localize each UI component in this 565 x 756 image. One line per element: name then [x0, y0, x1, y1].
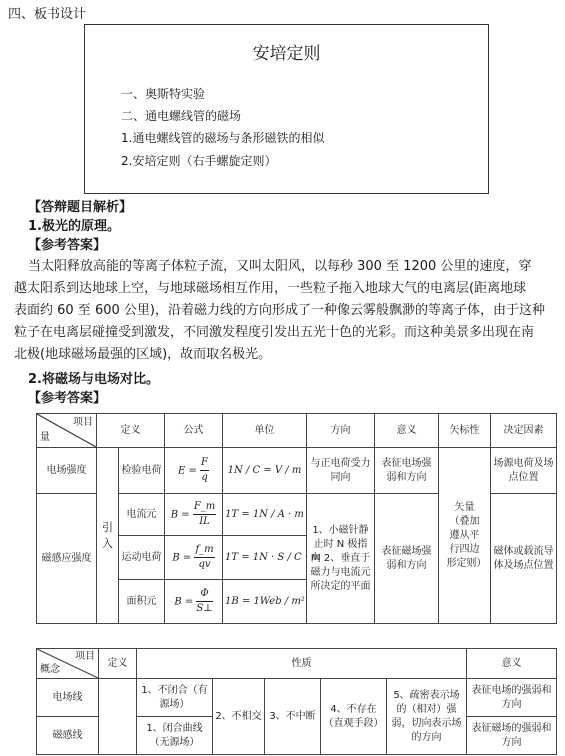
formula-cell: B = $\frac{f\_m}{qv}$: [165, 536, 223, 580]
answer-line: 表面约 60 至 600 公里)，沿着磁力线的方向形成了一种像云雾般飘渺的等离子体，由于这种: [14, 303, 545, 318]
unit-cell: 1B = 1Web / m²: [223, 580, 307, 624]
board-line: 一、奥斯特实验: [121, 87, 206, 101]
property-cell: 1、闭合曲线（无源场）: [137, 717, 213, 755]
board-line: 1.通电螺线管的磁场与条形磁铁的相似: [121, 131, 325, 145]
property-cell: 4、不存在（直观手段）: [321, 679, 387, 755]
formula-cell: B = $\frac{F\_m}{IL}$: [165, 494, 223, 536]
factor-cell: 磁体或载流导体及场点位置: [491, 494, 557, 624]
definition-cell: 运动电荷: [119, 536, 165, 580]
formula-cell: B = $\frac{\Phi}{S\perp}$: [165, 580, 223, 624]
definition-cell: [99, 679, 137, 755]
definition-cell: 面积元: [119, 580, 165, 624]
board-title: 安培定则: [252, 44, 321, 64]
answer-line: 粒子在电离层碰撞受到激发，不同激发程度引发出五光十色的光彩。而这种美景多出现在南: [14, 325, 535, 340]
factor-cell: 场源电荷及场点位置: [491, 448, 557, 494]
row-header-e-field: 电场强度: [37, 448, 97, 494]
question-2-title: 2.将磁场与电场对比。: [28, 372, 159, 387]
question-1-answer: [14, 256, 554, 366]
direction-cell: 与正电荷受力同向: [307, 448, 375, 494]
answer-line: 越太阳系到达地球上空，与地球磁场相互作用，一些粒子拖入地球大气的电离层(距离地球: [14, 281, 527, 296]
comparison-table-lines: [36, 648, 557, 755]
property-cell: 2、不相交: [213, 679, 265, 755]
meaning-cell: 表征电场的强弱和方向: [467, 679, 557, 717]
corner-label: 项目: [73, 417, 93, 428]
question-1-title: 1.极光的原理。: [28, 219, 120, 234]
meaning-cell: 表征电场强弱和方向: [375, 448, 439, 494]
answer-line: 北极(地球磁场最强的区域)，故而取名极光。: [14, 347, 272, 362]
col-header: 决定因素: [491, 414, 557, 448]
property-cell: 5、疏密表示场的（相对）强弱，切向表示场的方向: [387, 679, 467, 755]
direction-cell: 1、小磁针静止时 N 极指向 2、垂直于磁力与电流元所决定的平面: [307, 494, 375, 624]
col-header: 定义: [97, 414, 165, 448]
unit-cell: 1T = 1N / A · m: [223, 494, 307, 536]
row-header-e-lines: 电场线: [37, 679, 99, 717]
reference-answer-label: 【参考答案】: [28, 238, 107, 253]
unit-cell: 1N / C = V / m: [223, 448, 307, 494]
intro-cell: 引入: [97, 448, 119, 624]
definition-cell: 电流元: [119, 494, 165, 536]
table-corner-cell: [37, 414, 97, 448]
blackboard-design-box: [84, 24, 489, 194]
row-header-b-field: 磁感应强度: [37, 494, 97, 624]
answer-line: 当太阳释放高能的等离子体粒子流，又叫太阳风，以每秒 300 至 1200 公里的速度，穿: [28, 259, 532, 274]
vector-cell: 矢量（叠加遵从平行四边形定则）: [439, 448, 491, 624]
table-corner-cell: [37, 649, 99, 679]
meaning-cell: 表征磁场强弱和方向: [375, 494, 439, 624]
reference-answer-label: 【参考答案】: [28, 391, 107, 406]
comparison-table-fields: [36, 413, 557, 624]
section-title: 四、板书设计: [8, 7, 87, 22]
analysis-header: 【答辩题目解析】: [28, 200, 133, 215]
col-header: 意义: [467, 649, 557, 679]
col-header: 定义: [99, 649, 137, 679]
row-header-b-lines: 磁感线: [37, 717, 99, 755]
col-header: 方向: [307, 414, 375, 448]
meaning-cell: 表征磁场的强弱和方向: [467, 717, 557, 755]
board-line: 2.安培定则（右手螺旋定则）: [121, 154, 277, 168]
definition-cell: 检验电荷: [119, 448, 165, 494]
formula-cell: E = $\frac{F}{q}$: [165, 448, 223, 494]
col-header: 意义: [375, 414, 439, 448]
col-header: 矢标性: [439, 414, 491, 448]
unit-cell: 1T = 1N · S / C · m: [223, 536, 307, 580]
property-cell: 3、不中断: [265, 679, 321, 755]
col-header: 性质: [137, 649, 467, 679]
col-header: 公式: [165, 414, 223, 448]
board-line: 二、通电螺线管的磁场: [121, 109, 242, 123]
corner-label: 量: [40, 432, 50, 443]
corner-label: 概念: [40, 664, 60, 675]
property-cell: 1、不闭合（有源场）: [137, 679, 213, 717]
col-header: 单位: [223, 414, 307, 448]
corner-label: 项目: [75, 651, 95, 662]
